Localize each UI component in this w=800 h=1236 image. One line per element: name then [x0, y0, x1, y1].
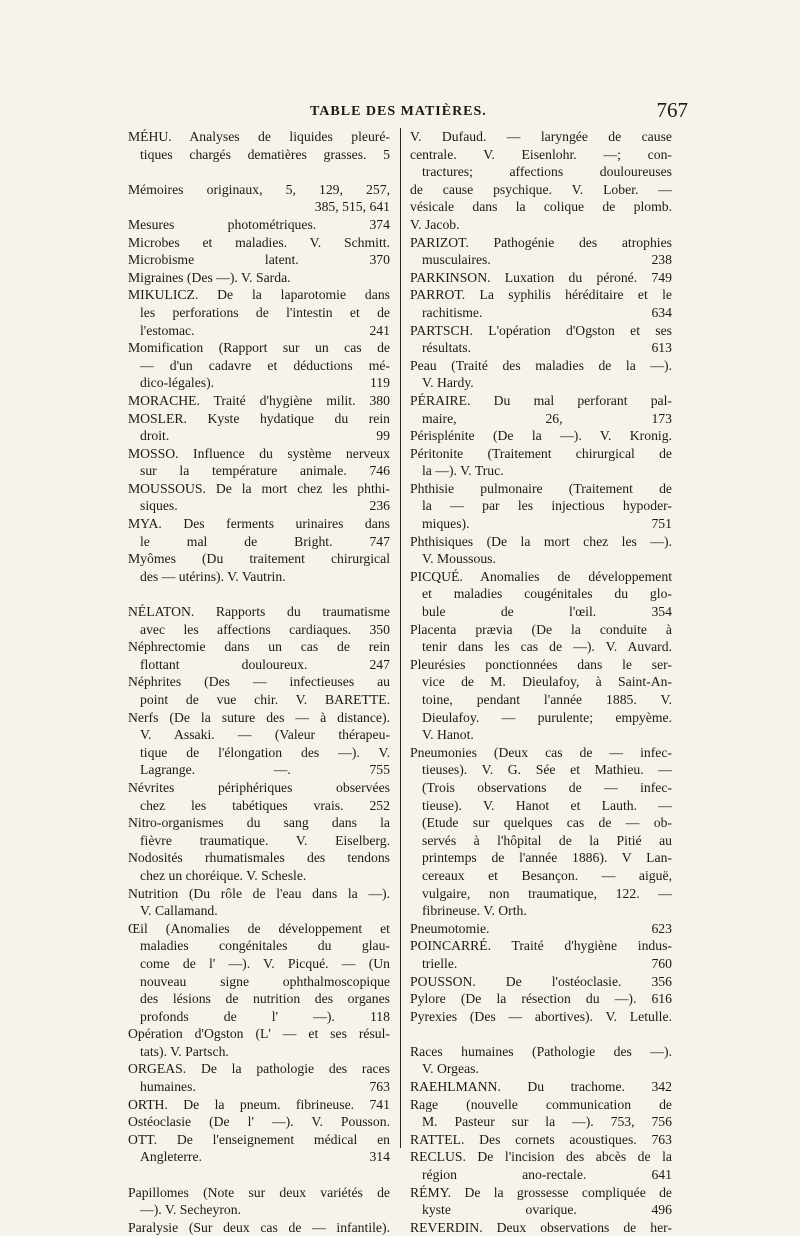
index-line: les perforations de l'intestin et de [140, 304, 390, 320]
index-line: — d'un cadavre et déductions mé- [140, 357, 390, 373]
index-line: Momification (Rapport sur un cas de [128, 340, 390, 356]
index-line: kyste ovarique. 496 [422, 1202, 672, 1218]
index-line: avec les affections cardiaques. 350 [140, 621, 390, 637]
index-line: toine, pendant l'année 1885. V. [422, 692, 672, 707]
index-line: de cause psychique. V. Lober. — [410, 181, 672, 197]
index-line: Dieulafoy. — purulente; empyème. [422, 709, 672, 725]
index-line: MYA. Des ferments urinaires dans [128, 516, 390, 532]
index-line: tractures; affections douloureuses [422, 164, 672, 180]
index-line: centrale. V. Eisenlohr. —; con- [410, 146, 672, 162]
index-line: tique de l'élongation des —). V. [140, 744, 390, 760]
index-line: rachitisme. 634 [422, 304, 672, 320]
index-line: M. Pasteur sur la —). 753, 756 [422, 1114, 672, 1130]
index-line: printemps de l'année 1886). V Lan- [422, 850, 672, 866]
index-line: (Etude sur quelques cas de — ob- [422, 815, 672, 831]
index-line: Œil (Anomalies de développement et [128, 920, 390, 936]
index-line: dico-légales). 119 [140, 375, 390, 391]
index-line: RECLUS. De l'incision des abcès de la [410, 1149, 672, 1165]
index-line: la —). V. Truc. [422, 463, 504, 479]
index-line: et maladies cougénitales du glo- [422, 586, 672, 602]
index-line: Néphrectomie dans un cas de rein [128, 639, 390, 655]
index-line: Névrites périphériques observées [128, 779, 390, 795]
index-line: PARTSCH. L'opération d'Ogston et ses [410, 322, 672, 338]
running-header [0, 100, 800, 130]
page-number: 767 [656, 98, 688, 122]
index-line: le mal de Bright. 747 [140, 533, 390, 549]
index-line: profonds de l' —). 118 [140, 1008, 390, 1024]
index-line: tiques chargés dematières grasses. 5 [140, 146, 390, 162]
index-line: Nerfs (De la suture des — à distance). [128, 709, 390, 725]
index-line: Mesures photométriques. 374 [128, 216, 390, 232]
index-line: sur la température animale. 746 [140, 463, 390, 479]
index-line: V. Hardy. [422, 375, 474, 391]
index-line: Lagrange. —. 755 [140, 762, 390, 778]
index-line: V. Jacob. [410, 216, 460, 232]
index-line: Papillomes (Note sur deux variétés de [128, 1184, 390, 1200]
index-line: —). V. Secheyron. [140, 1202, 241, 1218]
index-line: (Trois observations de — infec- [422, 779, 672, 795]
index-line: Phthisiques (De la mort chez les —). [410, 533, 672, 549]
index-line: Mémoires originaux, 5, 129, 257, [128, 181, 390, 197]
index-line: vice de M. Dieulafoy, à Saint-An- [422, 674, 672, 690]
index-line: Néphrites (Des — infectieuses au [128, 674, 390, 690]
index-line: vulgaire, non traumatique, 122. — [422, 885, 672, 901]
index-line: chez un choréique. V. Schesle. [140, 867, 307, 883]
index-line: V. Dufaud. — laryngée de cause [410, 129, 672, 144]
index-line: fièvre traumatique. V. Eiselberg. [140, 832, 390, 848]
index-line: Myômes (Du traitement chirurgical [128, 551, 390, 567]
index-line: MOUSSOUS. De la mort chez les phthi- [128, 480, 390, 496]
index-line: résultats. 613 [422, 340, 672, 356]
index-line: V. Assaki. — (Valeur thérapeu- [140, 727, 390, 743]
index-line: POUSSON. De l'ostéoclasie. 356 [410, 973, 672, 989]
index-line: bule de l'œil. 354 [422, 604, 672, 620]
index-line: Placenta prævia (De la conduite à [410, 621, 672, 637]
running-title: TABLE DES MATIÈRES. [310, 104, 487, 119]
index-line: tats). V. Partsch. [140, 1043, 229, 1059]
index-line: des lésions de nutrition des organes [140, 991, 390, 1007]
index-line: Peau (Traité des maladies de la —). [410, 357, 672, 373]
index-line: vésicale dans la colique de plomb. [410, 199, 672, 215]
entry-spacer [410, 1025, 672, 1043]
index-line: servés à l'hôpital de la Pitié au [422, 832, 672, 848]
index-line: MOSSO. Influence du système nerveux [128, 445, 390, 461]
index-line: des — utérins). V. Vautrin. [140, 568, 286, 584]
index-line: Nitro-organismes du sang dans la [128, 815, 390, 831]
index-line: V. Orgeas. [422, 1061, 479, 1077]
column-divider [400, 128, 401, 1148]
index-line: trielle. 760 [422, 955, 672, 971]
index-line: humaines. 763 [140, 1079, 390, 1095]
index-line: Angleterre. 314 [140, 1149, 390, 1165]
entry-spacer [128, 163, 390, 181]
index-line: MORACHE. Traité d'hygiène milit. 380 [128, 392, 390, 408]
index-line: tenir dans les cas de —). V. Auvard. [422, 639, 672, 655]
index-line: Nodosités rhumatismales des tendons [128, 850, 390, 866]
index-line: point de vue chir. V. BARETTE. [140, 692, 390, 707]
index-line: fibrineuse. V. Orth. [422, 903, 527, 919]
index-line: cereaux et Besançon. — aiguë, [422, 867, 672, 883]
index-line: ORGEAS. De la pathologie des races [128, 1061, 390, 1077]
left-column [128, 128, 390, 1236]
index-line: come de l' —). V. Picqué. — (Un [140, 955, 390, 971]
index-line: miques). 751 [422, 516, 672, 532]
index-line: Phthisie pulmonaire (Traitement de [410, 480, 672, 496]
index-line: Rage (nouvelle communication de [410, 1096, 672, 1112]
index-line: Paralysie (Sur deux cas de — infantile). [128, 1219, 390, 1235]
index-line: droit. 99 [140, 428, 390, 444]
index-line: maladies congénitales du glau- [140, 938, 390, 954]
index-line: RATTEL. Des cornets acoustiques. 763 [410, 1131, 672, 1147]
index-line: Pleurésies ponctionnées dans le ser- [410, 656, 672, 672]
index-line: Pneumotomie. 623 [410, 920, 672, 936]
index-line: Migraines (Des —). V. Sarda. [128, 269, 291, 285]
index-line: MÉHU. Analyses de liquides pleuré- [128, 129, 390, 144]
index-line: PÉRAIRE. Du mal perforant pal- [410, 392, 672, 408]
index-line: chez les tabétiques vrais. 252 [140, 797, 390, 813]
index-line: flottant douloureux. 247 [140, 656, 390, 672]
index-line: V. Callamand. [140, 903, 218, 919]
index-line: Microbes et maladies. V. Schmitt. [128, 234, 390, 250]
index-line: NÉLATON. Rapports du traumatisme [128, 604, 390, 620]
index-line: la — par les injectious hypoder- [422, 498, 672, 514]
index-line: 385, 515, 641 [314, 199, 390, 215]
index-line: V. Moussous. [422, 551, 496, 567]
entry-spacer [128, 585, 390, 603]
index-line: RAEHLMANN. Du trachome. 342 [410, 1079, 672, 1095]
index-line: Pylore (De la résection du —). 616 [410, 991, 672, 1007]
index-line: région ano-rectale. 641 [422, 1167, 672, 1183]
index-line: Pyrexies (Des — abortives). V. Letulle. [410, 1008, 672, 1024]
index-line: tieuse). V. Hanot et Lauth. — [422, 797, 672, 813]
index-line: RÉMY. De la grossesse compliquée de [410, 1184, 672, 1200]
index-line: siques. 236 [140, 498, 390, 514]
index-line: OTT. De l'enseignement médical en [128, 1131, 390, 1147]
index-line: ORTH. De la pneum. fibrineuse. 741 [128, 1096, 390, 1112]
index-line: musculaires. 238 [422, 252, 672, 268]
index-line: Péritonite (Traitement chirurgical de [410, 445, 672, 461]
index-line: PARKINSON. Luxation du péroné. 749 [410, 269, 672, 285]
index-line: PARROT. La syphilis héréditaire et le [410, 287, 672, 303]
index-line: Nutrition (Du rôle de l'eau dans la —). [128, 885, 390, 901]
index-line: tieuses). V. G. Sée et Mathieu. — [422, 762, 672, 778]
right-column [410, 128, 672, 1236]
index-line: Microbisme latent. 370 [128, 252, 390, 268]
index-line: MOSLER. Kyste hydatique du rein [128, 410, 390, 426]
index-line: nouveau signe ophthalmoscopique [140, 973, 390, 989]
index-line: POINCARRÉ. Traité d'hygiène indus- [410, 938, 672, 954]
index-line: l'estomac. 241 [140, 322, 390, 338]
index-line: Périsplénite (De la —). V. Kronig. [410, 428, 672, 444]
index-line: V. Hanot. [422, 727, 474, 743]
index-line: REVERDIN. Deux observations de her- [410, 1219, 672, 1235]
index-line: PARIZOT. Pathogénie des atrophies [410, 234, 672, 250]
index-line: Races humaines (Pathologie des —). [410, 1043, 672, 1059]
index-line: maire, 26, 173 [422, 410, 672, 426]
index-line: Opération d'Ogston (L' — et ses résul- [128, 1026, 390, 1042]
index-line: Ostéoclasie (De l' —). V. Pousson. [128, 1114, 390, 1130]
index-line: MIKULICZ. De la laparotomie dans [128, 287, 390, 303]
entry-spacer [128, 1166, 390, 1184]
index-line: PICQUÉ. Anomalies de développement [410, 568, 672, 584]
index-line: Pneumonies (Deux cas de — infec- [410, 744, 672, 760]
